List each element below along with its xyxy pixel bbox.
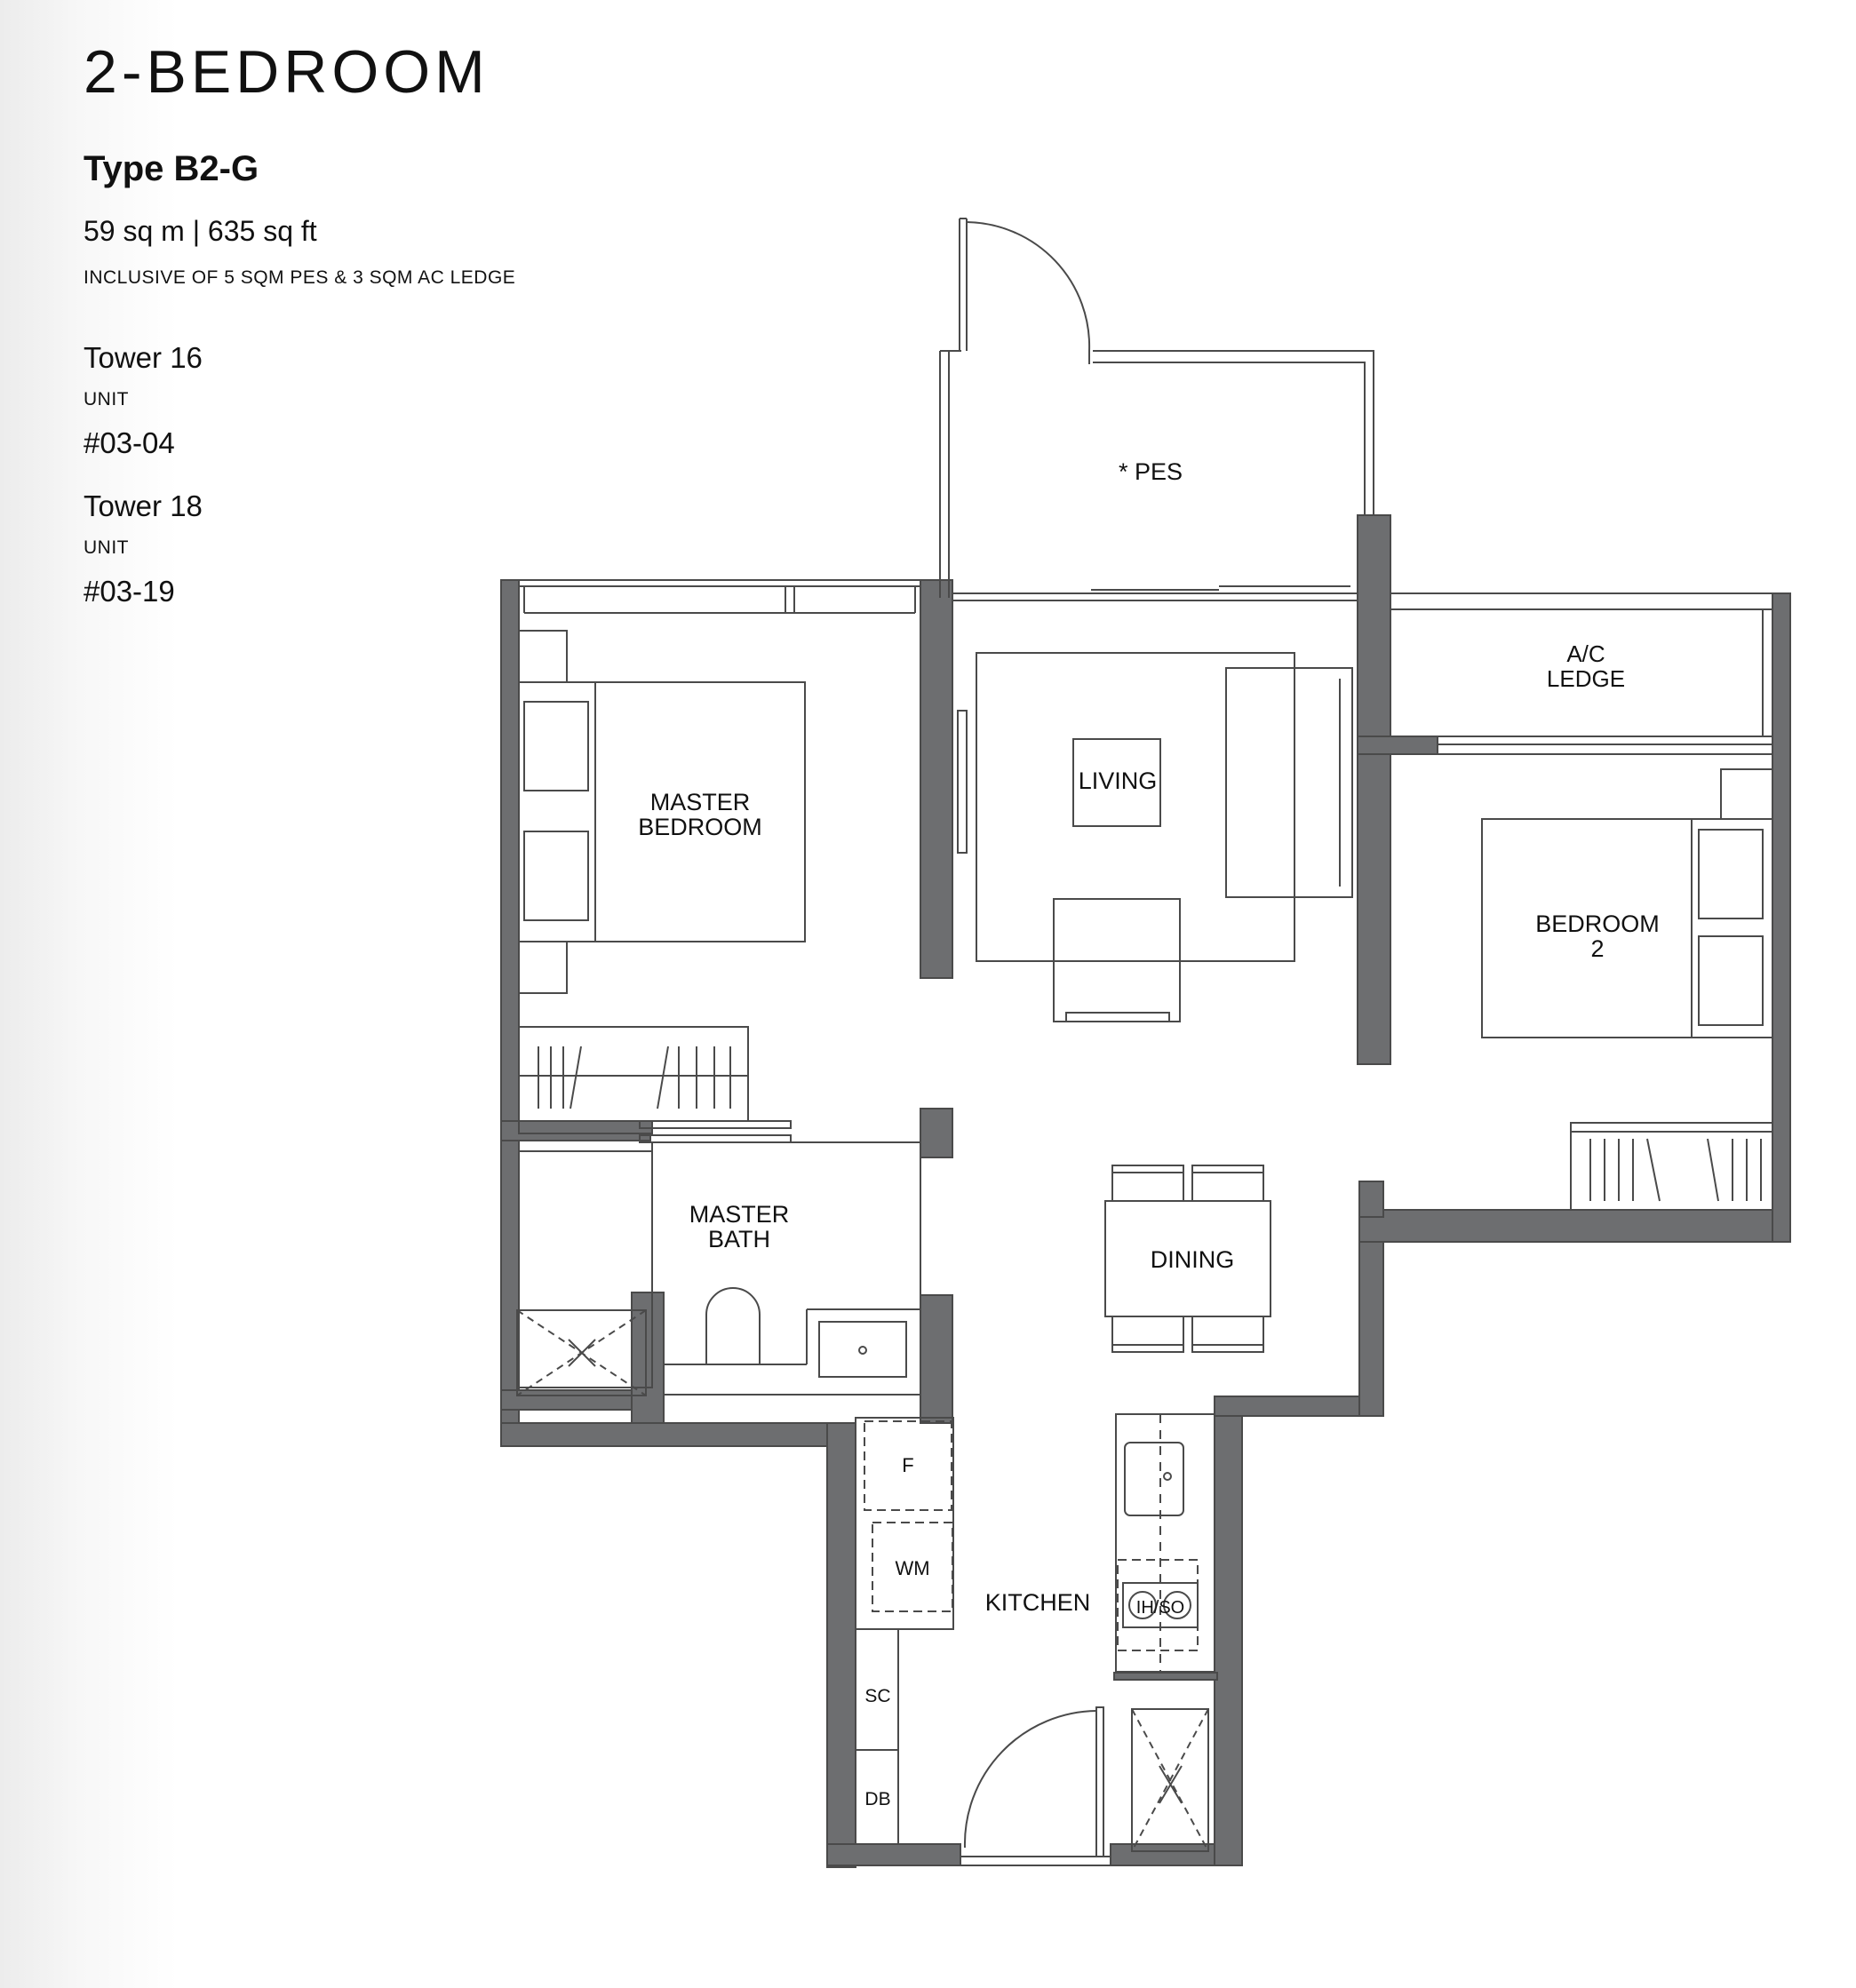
- room-label-kitchen: KITCHEN: [984, 1589, 1091, 1616]
- room-label-hob: IH/SO: [1135, 1598, 1185, 1618]
- unit-number: #03-19: [84, 575, 175, 608]
- room-label-store: SC: [864, 1686, 891, 1706]
- size-note: INCLUSIVE OF 5 SQM PES & 3 SQM AC LEDGE: [84, 267, 516, 288]
- unit-label: UNIT: [84, 389, 129, 410]
- room-label-dining: DINING: [1150, 1246, 1235, 1273]
- tower-name: Tower 16: [84, 341, 203, 374]
- walls: [501, 515, 1790, 1867]
- room-label-master-bath: BATH: [707, 1226, 771, 1252]
- room-label-bedroom-2: 2: [1590, 935, 1605, 962]
- room-label-master-bedroom: MASTER: [649, 789, 751, 815]
- room-label-fridge: F: [902, 1454, 914, 1476]
- room-label-ac-ledge: A/C: [1566, 640, 1605, 667]
- unit-type: Type B2-G: [84, 149, 259, 188]
- tower-name: Tower 18: [84, 489, 203, 522]
- room-label-pes: * PES: [1118, 458, 1183, 485]
- unit-label: UNIT: [84, 537, 129, 558]
- room-label-ac-ledge: LEDGE: [1546, 665, 1626, 692]
- room-label-master-bath: MASTER: [689, 1201, 790, 1228]
- room-labels: [638, 458, 1660, 1809]
- room-label-bedroom-2: BEDROOM: [1535, 911, 1660, 937]
- unit-size: 59 sq m | 635 sq ft: [84, 215, 317, 247]
- room-label-master-bedroom: BEDROOM: [638, 814, 762, 840]
- room-label-db: DB: [864, 1789, 891, 1809]
- room-label-living: LIVING: [1078, 767, 1158, 794]
- room-label-washing-machine: WM: [895, 1557, 930, 1579]
- unit-number: #03-04: [84, 426, 175, 459]
- page-title: 2-BEDROOM: [84, 38, 490, 106]
